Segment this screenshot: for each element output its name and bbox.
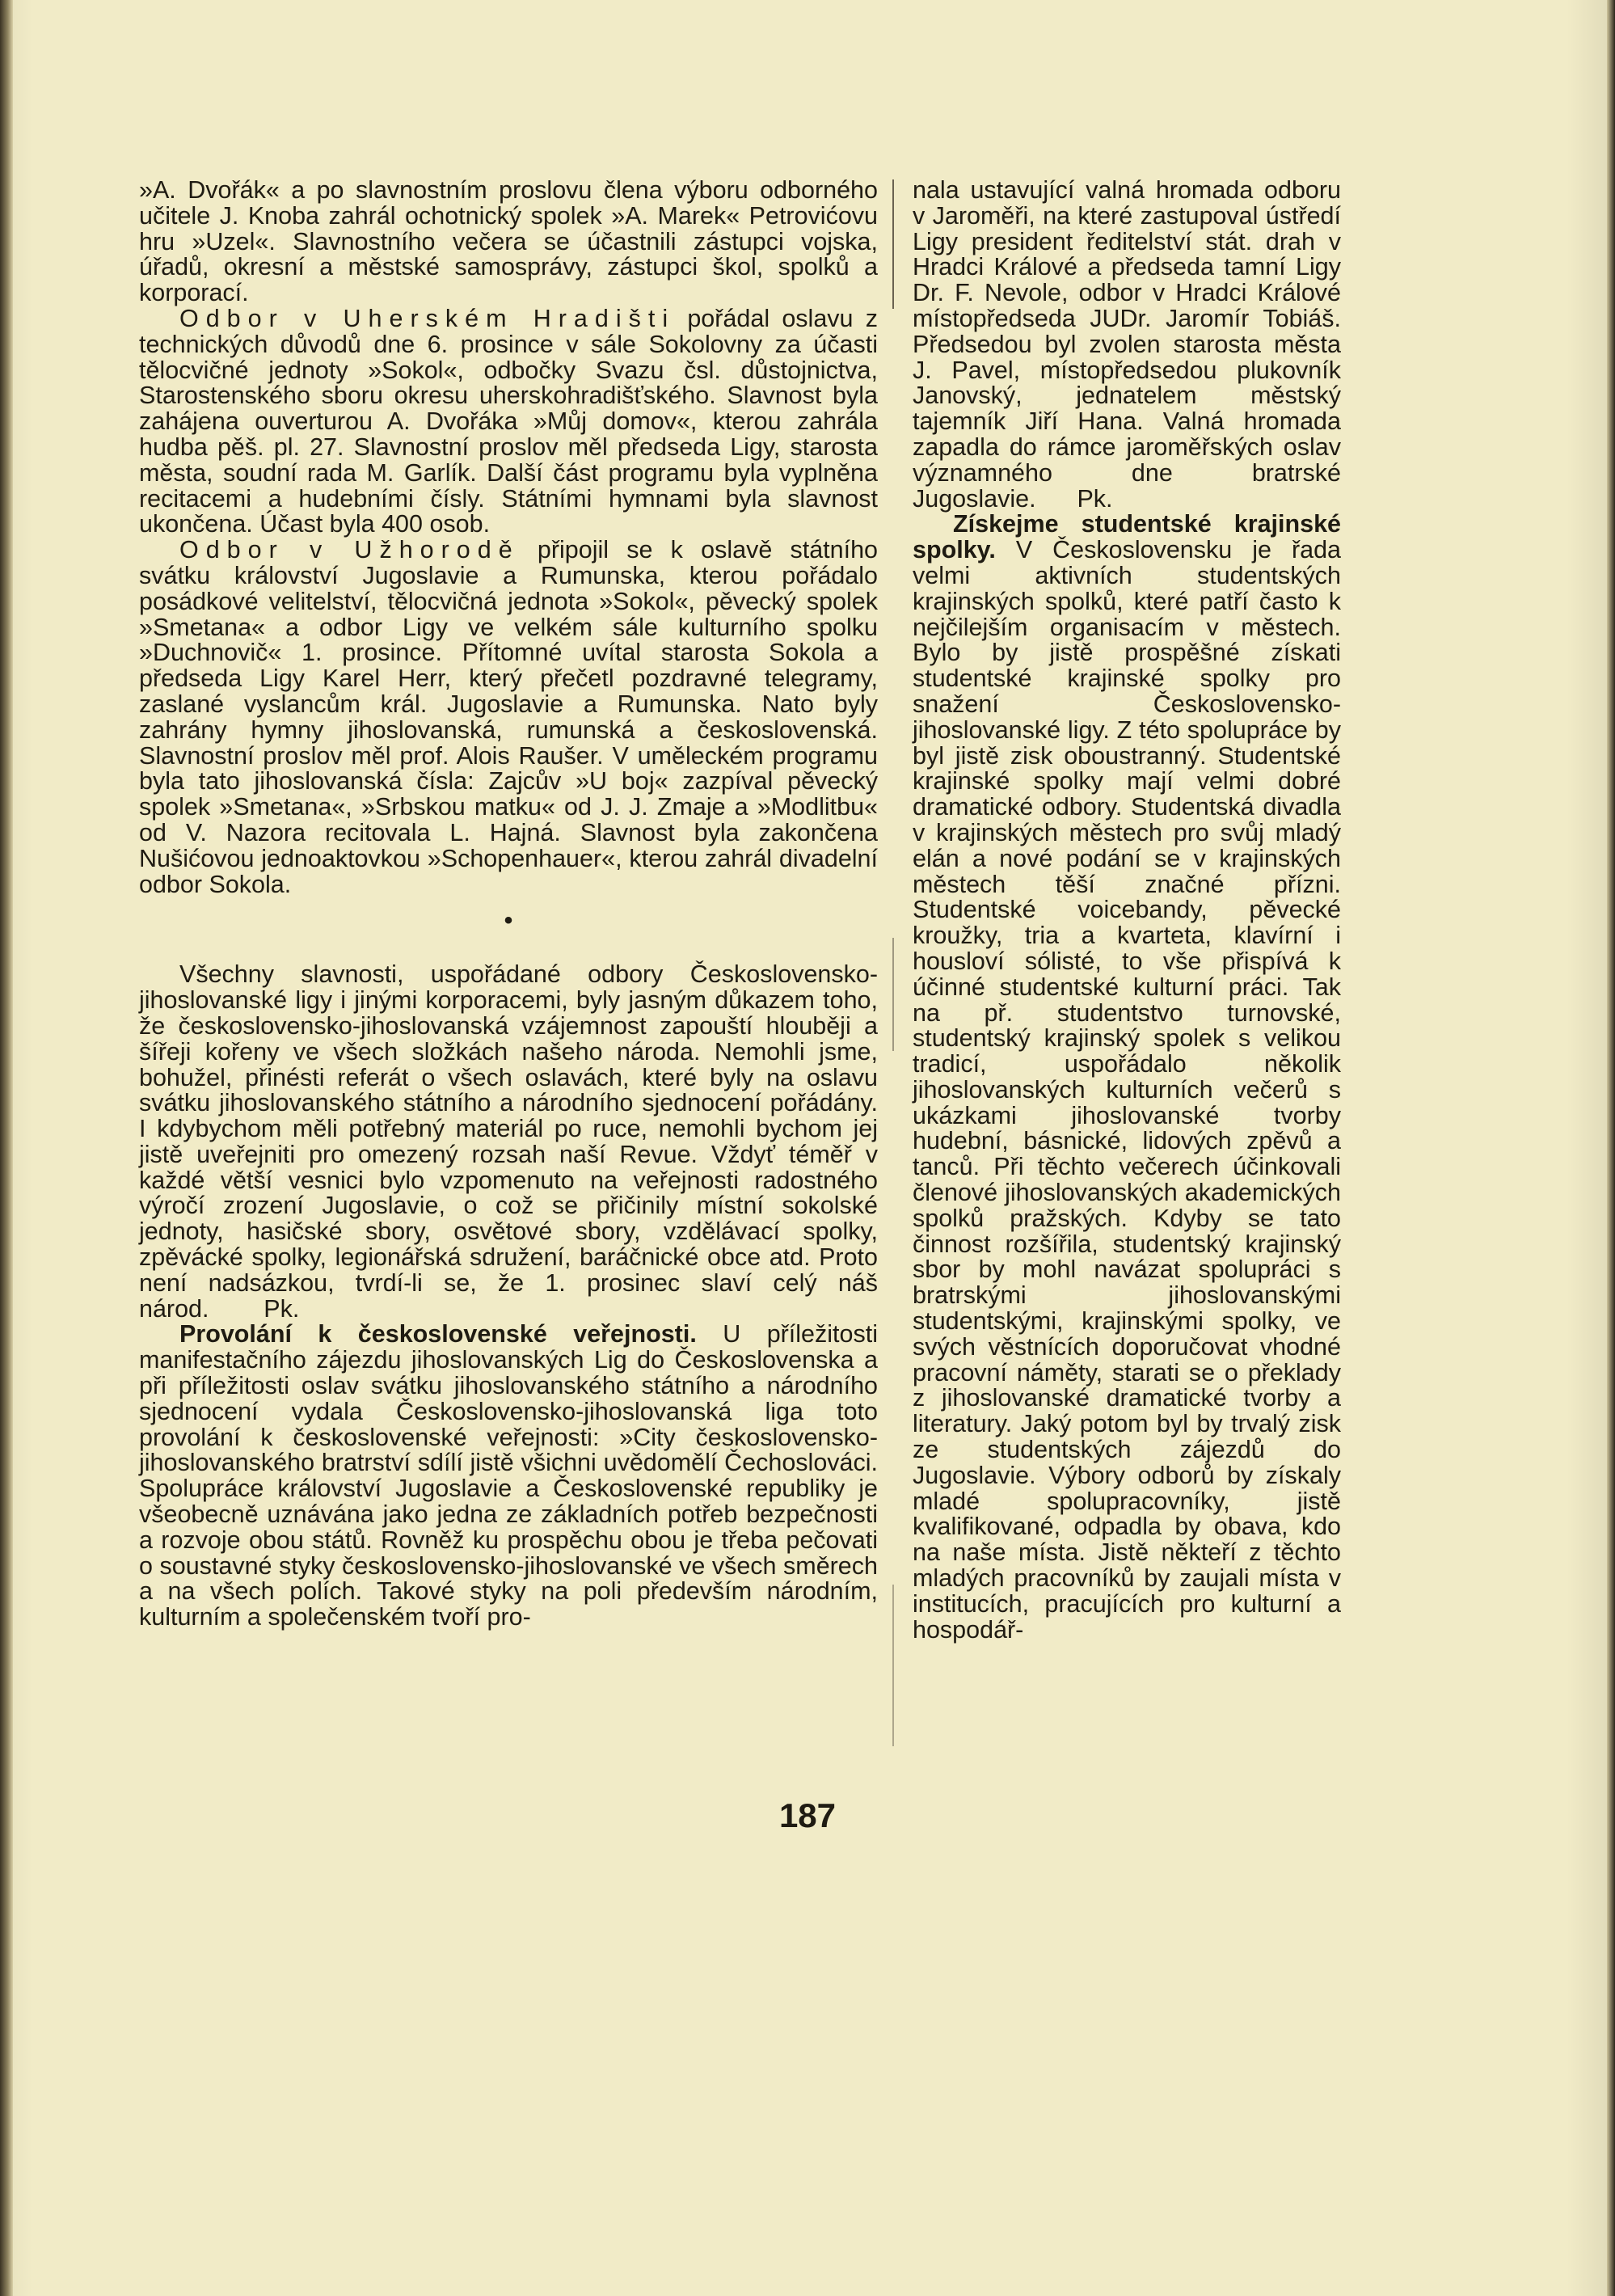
paragraph-jaromer: [913, 178, 1341, 512]
section-lead-studentske-spolky: Získejme studentské krajinské spolky.: [913, 510, 1341, 564]
section-lead-uzhorod: Odbor v Užhorodě: [179, 536, 520, 564]
page-edge-right: [1607, 0, 1615, 2296]
left-column: [139, 178, 878, 1631]
column-rule: [892, 1585, 894, 1746]
author-signature: Pk.: [1077, 484, 1113, 513]
paragraph-text: nala ustavující valná hromada odboru v Jaroměři, na které zastupoval ústředí Ligy president ředitelství stát. drah v Hradci Králové a předseda tamní Ligy Dr. F. Nevole, odbor v Hradci Králové místopředseda JUDr. Jaromír Tobiáš. Předsedou byl zvolen starosta města J. Pavel, místopředsedou plukovník Janovský, jednatelem městský tajemník Jiří Hana. Valná hromada zapadla do rámce jaroměřských oslav významného dne bratrské Jugoslavie.: [913, 176, 1341, 513]
column-rule: [892, 938, 894, 1051]
paragraph-text: U příležitosti manifestačního zájezdu jihoslovanských Lig do Československa a při příležitosti oslav svátku jihoslovanského státního a národního sjednocení vydala Československo-jihoslovanská liga toto provolání k československé veřejnosti: »City československo-jihoslovanského bratrství sdílí jistě všichni uvědomělí Čechoslováci. Spolupráce království Jugoslavie a Československé republiky je všeobecně uznávána jako jedna ze základních potřeb bezpečnosti a rozvoje obou států. Rovněž ku prospěchu obou je třeba pečovati o soustavné styky československo-jihoslovanské ve všech směrech a na všech polích. Takové styky na poli především národním, kulturním a společenském tvoří pro-: [139, 1320, 878, 1631]
paragraph-studentske-spolky: [913, 512, 1341, 1643]
paragraph-text: pořádal oslavu z technických důvodů dne 6. prosince v sále Sokolovny za účasti tělocvičné jednoty »Sokol«, odbočky Svazu čsl. důstojnictva, Starostenského sboru okresu uherskohradišťského. Slavnost byla zahájena ouverturou A. Dvořáka »Můj domov«, kterou zahrála hudba pěš. pl. 27. Slavnostní proslov měl předseda Ligy, starosta města, soudní rada M. Garlík. Další část programu byla vyplněna recitacemi a hudebními čísly. Státními hymnami byla slavnost ukončena. Účast byla 400 osob.: [139, 304, 878, 538]
column-rule: [892, 179, 894, 309]
paragraph-uherske-hradiste: [139, 306, 878, 538]
section-lead-uherske-hradiste: Odbor v Uherském Hradišti: [179, 304, 676, 332]
page-number: 187: [778, 1796, 837, 1834]
paragraph-uzhorod: [139, 538, 878, 897]
paragraph-text: Všechny slavnosti, uspořádané odbory Československo-jihoslovanské ligy i jinými korporacemi, byly jasným důkazem toho, že československo-jihoslovanská vzájemnost zapouští hlouběji a šířeji kořeny ve všech složkách našeho národa. Nemohli jsme, bohužel, přinésti referát o všech oslavách, které byly na oslavu svátku jihoslovanského státního a národního sjednocení pořádány. I kdybychom měli potřebný materiál po ruce, nemohli bychom jej jistě uveřejniti pro omezený rozsah naší Revue. Vždyť téměř v každé větší vesnici bylo vzpomenuto na veřejnosti radostného výročí zrození Jugoslavie, o což se přičinily místní sokolské jednoty, hasičské sbory, osvětové sbory, vzdělávací spolky, zpěvácké spolky, legionářská sdružení, baráčnické obce atd. Proto není nadsázkou, tvrdí-li se, že 1. prosinec slaví celý náš národ.: [139, 960, 878, 1323]
right-column: [913, 178, 1341, 1643]
paragraph-text: V Československu je řada velmi aktivních studentských krajinských spolků, které patří často k nejčilejším organisacím v městech. Bylo by jistě prospěšné získati studentské krajinské spolky pro snažení Československo-jihoslovanské ligy. Z této spolupráce by byl jistě zisk oboustranný. Studentské krajinské spolky mají velmi dobré dramatické odbory. Studentská divadla v krajinských městech pro svůj mladý elán a nové podání se v krajinských městech těší značné přízni. Studentské voicebandy, pěvecké kroužky, tria a kvarteta, klavírní i housloví sólisté, to vše přispívá k účinné studentské kulturní práci. Tak na př. studentstvo turnovské, studentský krajinský spolek s velikou tradicí, uspořádalo několik jihoslovanských kulturních večerů s ukázkami jihoslovanské tvorby hudební, básnické, lidových zpěvů a tanců. Při těchto večerech účinkovali členové jihoslovanských akademických spolků pražských. Kdyby se tato činnost rozšířila, studentský krajinský sbor by mohl navázat spolupráci s bratrskými jihoslovanskými studentskými, krajinskými spolky, ve svých věstnících doporučovat vhodné pracovní náměty, starati se o překlady z jihoslovanské dramatické tvorby a literatury. Jaký potom byl by trvalý zisk ze studentských zájezdů do Jugoslavie. Výbory odborů by získaly mladé spolupracovníky, jistě kvalifikované, odpadla by obava, kdo na naše místa. Jistě někteří z těchto mladých pracovníků by zaujali místa v institucích, pracujících pro kulturní a hospodář-: [913, 536, 1341, 1644]
paragraph-vsechny-slavnosti: [139, 962, 878, 1322]
paragraph-provolani: [139, 1322, 878, 1631]
paragraph-dvorak: »A. Dvořák« a po slavnostním proslovu člena výboru odborného učitele J. Knoba zahrál ochotnický spolek »A. Marek« Petrovićovu hru »Uzel«. Slavnostního večera se účastnili zástupci vojska, úřadů, okresní a městské samosprávy, zástupci škol, spolků a korporací.: [139, 176, 878, 307]
section-lead-provolani: Provolání k československé veřejnosti.: [179, 1320, 697, 1348]
author-signature: Pk.: [264, 1294, 300, 1323]
page-edge-left: [0, 0, 13, 2296]
section-separator: •: [504, 907, 513, 935]
paragraph-text: připojil se k oslavě státního svátku království Jugoslavie a Rumunska, kterou pořádalo posádkové velitelství, tělocvičná jednota »Sokol«, pěvecký spolek »Smetana« a odbor Ligy ve velkém sále kulturního spolku »Duchnovič« 1. prosince. Přítomné uvítal starosta Sokola a předseda Ligy Karel Herr, který přečetl pozdravné telegramy, zaslané vyslancům král. Jugoslavie a Rumunska. Nato byly zahrány hymny jihoslovanská, rumunská a československá. Slavnostní proslov měl prof. Alois Raušer. V uměleckém programu byla tato jihoslovanská čísla: Zajcův »U boj« zazpíval pěvecký spolek »Smetana«, »Srbskou matku« od J. J. Zmaje a »Modlitbu« od V. Nazora recitovala L. Hajná. Slavnost byla zakončena Nušićovou jednoaktovkou »Schopenhauer«, kterou zahrál divadelní odbor Sokola.: [139, 536, 879, 898]
